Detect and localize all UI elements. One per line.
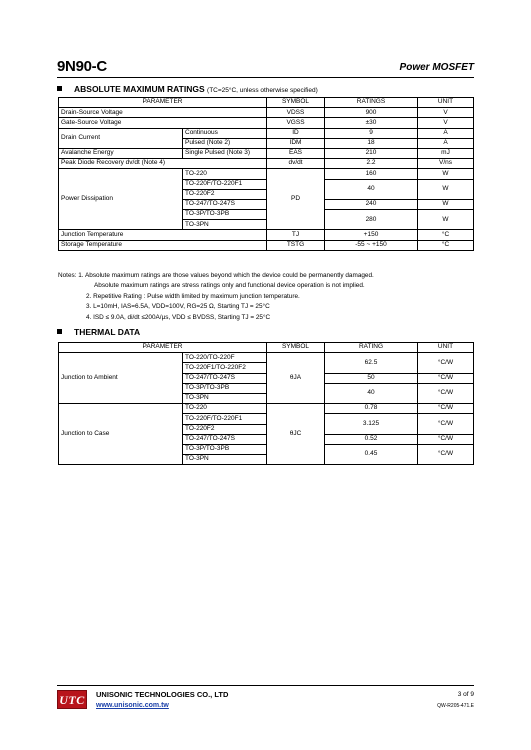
package-cell: TO-247/TO-247S: [183, 434, 267, 444]
unit-cell: °C/W: [418, 383, 474, 403]
value-cell: 240: [325, 199, 418, 209]
package-cell: TO-220/TO-220F: [183, 353, 267, 363]
col-unit: UNIT: [418, 98, 474, 108]
package-cell: TO-220: [183, 169, 267, 179]
value-cell: +150: [325, 230, 418, 240]
col-symbol: SYMBOL: [267, 98, 325, 108]
table-header-row: [59, 98, 474, 108]
symbol-cell: dv/dt: [267, 159, 325, 169]
package-cell: TO-247/TO-247S: [183, 199, 267, 209]
col-parameter: PARAMETER: [59, 98, 267, 108]
note-3: 3. L=10mH, IAS=6.5A, VDD=100V, RG=25 Ω, Starting TJ = 25°C: [86, 303, 270, 311]
unit-cell: °C/W: [418, 444, 474, 464]
symbol-cell: ID: [267, 128, 325, 138]
table-row: [59, 108, 474, 118]
table-row: [59, 148, 474, 158]
thermal-title: THERMAL DATA: [74, 327, 141, 337]
package-cell: TO-220F2: [183, 189, 267, 199]
note-1-cont: Absolute maximum ratings are stress ratings only and functional device operation is not implied.: [94, 282, 365, 290]
document-number: QW-R205-471.E: [437, 703, 474, 709]
value-cell: 0.52: [325, 434, 418, 444]
col-symbol: SYMBOL: [267, 343, 325, 353]
note-4: 4. ISD ≤ 9.0A, di/dt ≤200A/μs, VDD ≤ BVDSS, Starting TJ = 25°C: [86, 313, 271, 321]
symbol-cell: TSTG: [267, 240, 325, 250]
symbol-cell: TJ: [267, 230, 325, 240]
table-row: [59, 404, 474, 414]
unit-cell: V: [418, 118, 474, 128]
unit-cell: °C: [418, 240, 474, 250]
value-cell: 62.5: [325, 353, 418, 373]
value-cell: 900: [325, 108, 418, 118]
package-cell: TO-220F2: [183, 424, 267, 434]
package-cell: TO-3P/TO-3PB: [183, 444, 267, 454]
value-cell: 280: [325, 210, 418, 230]
notes: [58, 271, 478, 323]
unit-cell: °C/W: [418, 434, 474, 444]
unit-cell: A: [418, 138, 474, 148]
package-cell: TO-3PN: [183, 393, 267, 403]
header-rule: [57, 77, 474, 78]
part-number: 9N90-C: [57, 58, 107, 75]
unit-cell: W: [418, 179, 474, 199]
value-cell: -55 ~ +150: [325, 240, 418, 250]
symbol-cell: θJC: [267, 404, 325, 465]
page-number: 3 of 9: [457, 691, 474, 698]
unit-cell: °C/W: [418, 414, 474, 434]
value-cell: 0.45: [325, 444, 418, 464]
table-row: [59, 353, 474, 363]
table-row: [59, 118, 474, 128]
symbol-cell: VGSS: [267, 118, 325, 128]
col-rating: RATING: [325, 343, 418, 353]
utc-logo: UTC: [57, 690, 87, 709]
package-cell: TO-220F/TO-220F1: [183, 414, 267, 424]
symbol-cell: IDM: [267, 138, 325, 148]
cond-cell: Pulsed (Note 2): [183, 138, 267, 148]
table-row: [59, 240, 474, 250]
unit-cell: V: [418, 108, 474, 118]
unit-cell: A: [418, 128, 474, 138]
col-unit: UNIT: [418, 343, 474, 353]
value-cell: 0.78: [325, 404, 418, 414]
param-cell: Gate-Source Voltage: [59, 118, 267, 128]
param-cell: Drain Current: [59, 128, 183, 148]
abs-max-table: [58, 97, 474, 251]
value-cell: 160: [325, 169, 418, 179]
thermal-heading: [57, 327, 140, 337]
param-cell: Avalanche Energy: [59, 148, 183, 158]
section-bullet: [57, 329, 62, 334]
package-cell: TO-247/TO-247S: [183, 373, 267, 383]
footer-rule: [57, 685, 474, 686]
unit-cell: °C/W: [418, 373, 474, 383]
section-bullet: [57, 86, 62, 91]
table-row: [59, 230, 474, 240]
unit-cell: W: [418, 169, 474, 179]
value-cell: ±30: [325, 118, 418, 128]
table-row: [59, 159, 474, 169]
col-parameter: PARAMETER: [59, 343, 267, 353]
unit-cell: °C/W: [418, 404, 474, 414]
cond-cell: Single Pulsed (Note 3): [183, 148, 267, 158]
value-cell: 210: [325, 148, 418, 158]
table-header-row: [59, 343, 474, 353]
product-type: Power MOSFET: [399, 62, 474, 73]
unit-cell: W: [418, 210, 474, 230]
package-cell: TO-220F/TO-220F1: [183, 179, 267, 189]
param-cell: Storage Temperature: [59, 240, 267, 250]
abs-max-heading: [57, 84, 318, 94]
symbol-cell: θJA: [267, 353, 325, 404]
unit-cell: V/ns: [418, 159, 474, 169]
abs-max-title: ABSOLUTE MAXIMUM RATINGS: [74, 84, 205, 94]
page-header: [57, 58, 474, 78]
value-cell: 9: [325, 128, 418, 138]
thermal-table: [58, 342, 474, 465]
col-ratings: RATINGS: [325, 98, 418, 108]
unit-cell: W: [418, 199, 474, 209]
unit-cell: °C: [418, 230, 474, 240]
package-cell: TO-220: [183, 404, 267, 414]
value-cell: 3.125: [325, 414, 418, 434]
value-cell: 18: [325, 138, 418, 148]
param-cell: Junction to Ambient: [59, 353, 183, 404]
param-cell: Power Dissipation: [59, 169, 183, 230]
cond-cell: Continuous: [183, 128, 267, 138]
param-cell: Drain-Source Voltage: [59, 108, 267, 118]
package-cell: TO-3P/TO-3PB: [183, 210, 267, 220]
company-name: UNISONIC TECHNOLOGIES CO., LTD: [96, 690, 229, 699]
unit-cell: mJ: [418, 148, 474, 158]
param-cell: Junction to Case: [59, 404, 183, 465]
param-cell: Peak Diode Recovery dv/dt (Note 4): [59, 159, 267, 169]
symbol-cell: VDSS: [267, 108, 325, 118]
website-link[interactable]: www.unisonic.com.tw: [96, 702, 169, 709]
abs-max-condition: (TC=25°C, unless otherwise specified): [207, 87, 318, 94]
unit-cell: °C/W: [418, 353, 474, 373]
symbol-cell: PD: [267, 169, 325, 230]
table-row: [59, 128, 474, 138]
table-row: [59, 169, 474, 179]
value-cell: 40: [325, 383, 418, 403]
param-cell: Junction Temperature: [59, 230, 267, 240]
symbol-cell: EAS: [267, 148, 325, 158]
value-cell: 2.2: [325, 159, 418, 169]
note-1: Notes: 1. Absolute maximum ratings are those values beyond which the device could be permanently damaged.: [58, 272, 374, 279]
value-cell: 40: [325, 179, 418, 199]
package-cell: TO-3P/TO-3PB: [183, 383, 267, 393]
package-cell: TO-3PN: [183, 220, 267, 230]
package-cell: TO-220F1/TO-220F2: [183, 363, 267, 373]
value-cell: 50: [325, 373, 418, 383]
note-2: 2. Repetitive Rating : Pulse width limited by maximum junction temperature.: [86, 292, 300, 300]
package-cell: TO-3PN: [183, 455, 267, 465]
